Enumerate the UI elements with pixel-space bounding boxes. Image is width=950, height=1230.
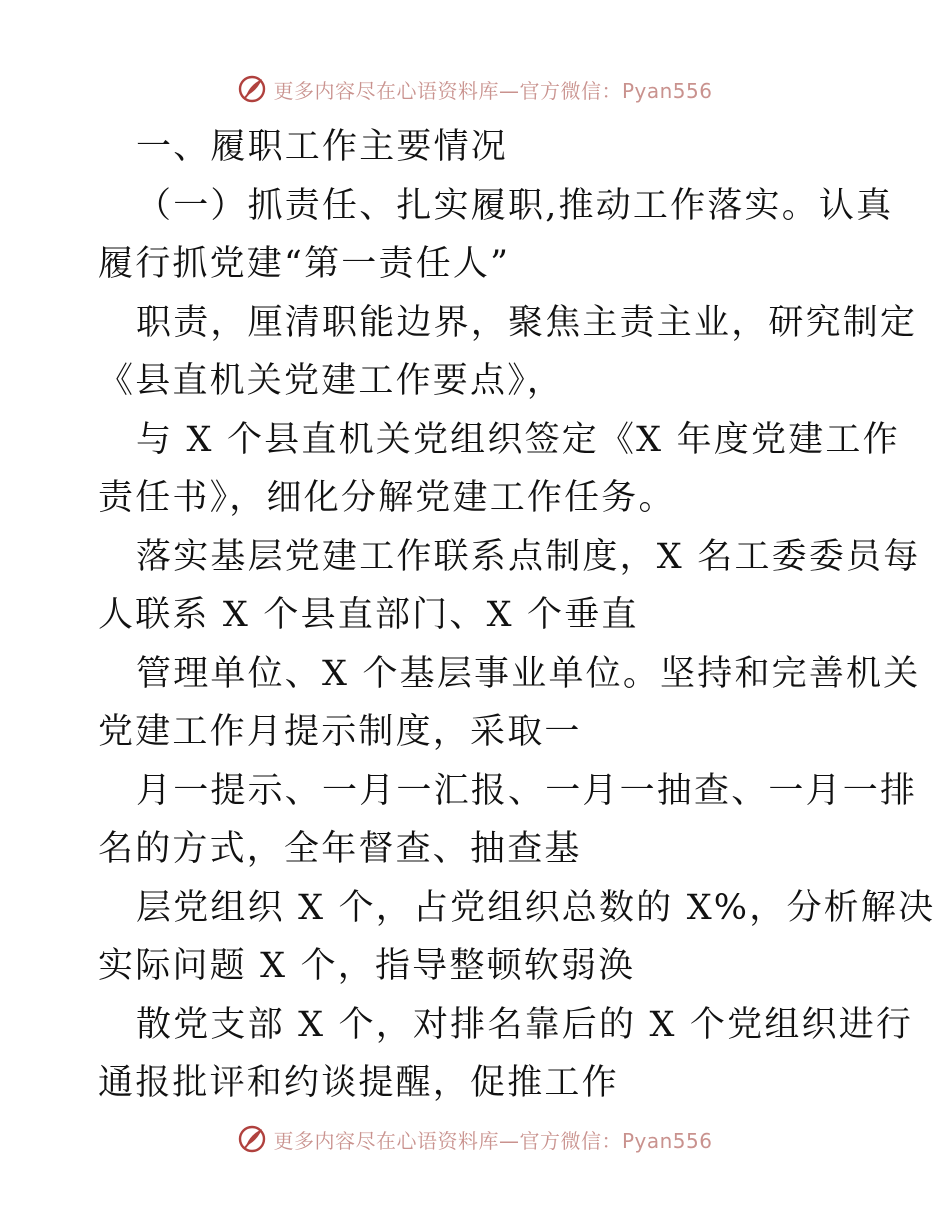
document-body: [98, 118, 936, 1113]
watermark-text: 更多内容尽在心语资料库—官方微信：Pyan556: [273, 1128, 713, 1153]
feather-pen-logo-icon: [237, 74, 267, 104]
footer-watermark: [0, 1124, 950, 1154]
text-line: 《县直机关党建工作要点》，: [98, 361, 565, 401]
text-line: 责任书》，细化分解党建工作任务。: [98, 478, 676, 518]
text-line: 管理单位、X 个基层事业单位。坚持和完善机关: [136, 653, 921, 694]
text-line: 人联系 X 个县直部门、X 个垂直: [98, 595, 639, 635]
text-line: 通报批评和约谈提醒，促推工作: [98, 1063, 619, 1103]
text-line: 与 X 个县直机关党组织签定《X 年度党建工作: [136, 419, 900, 460]
text-line: 层党组织 X 个，占党组织总数的 X%，分析解决: [136, 887, 936, 928]
text-line: 一、履职工作主要情况: [136, 127, 509, 167]
text-line: 月一提示、一月一汇报、一月一抽查、一月一排: [136, 770, 918, 811]
text-line: （一）抓责任、扎实履职,推动工作落实。认真: [136, 185, 894, 226]
text-line: 职责，厘清职能边界，聚焦主责主业，研究制定: [136, 302, 918, 343]
text-line: 党建工作月提示制度，采取一: [98, 712, 582, 752]
text-line: 履行抓党建“第一责任人”: [98, 244, 511, 284]
text-line: 落实基层党建工作联系点制度，X 名工委委员每: [136, 536, 921, 577]
feather-pen-logo-icon: [237, 1124, 267, 1154]
watermark-text: 更多内容尽在心语资料库—官方微信：Pyan556: [273, 78, 713, 103]
text-line: 散党支部 X 个，对排名靠后的 X 个党组织进行: [136, 1004, 914, 1045]
header-watermark: [0, 74, 950, 104]
text-line: 实际问题 X 个，指导整顿软弱涣: [98, 946, 636, 986]
text-line: 名的方式，全年督查、抽查基: [98, 829, 582, 869]
